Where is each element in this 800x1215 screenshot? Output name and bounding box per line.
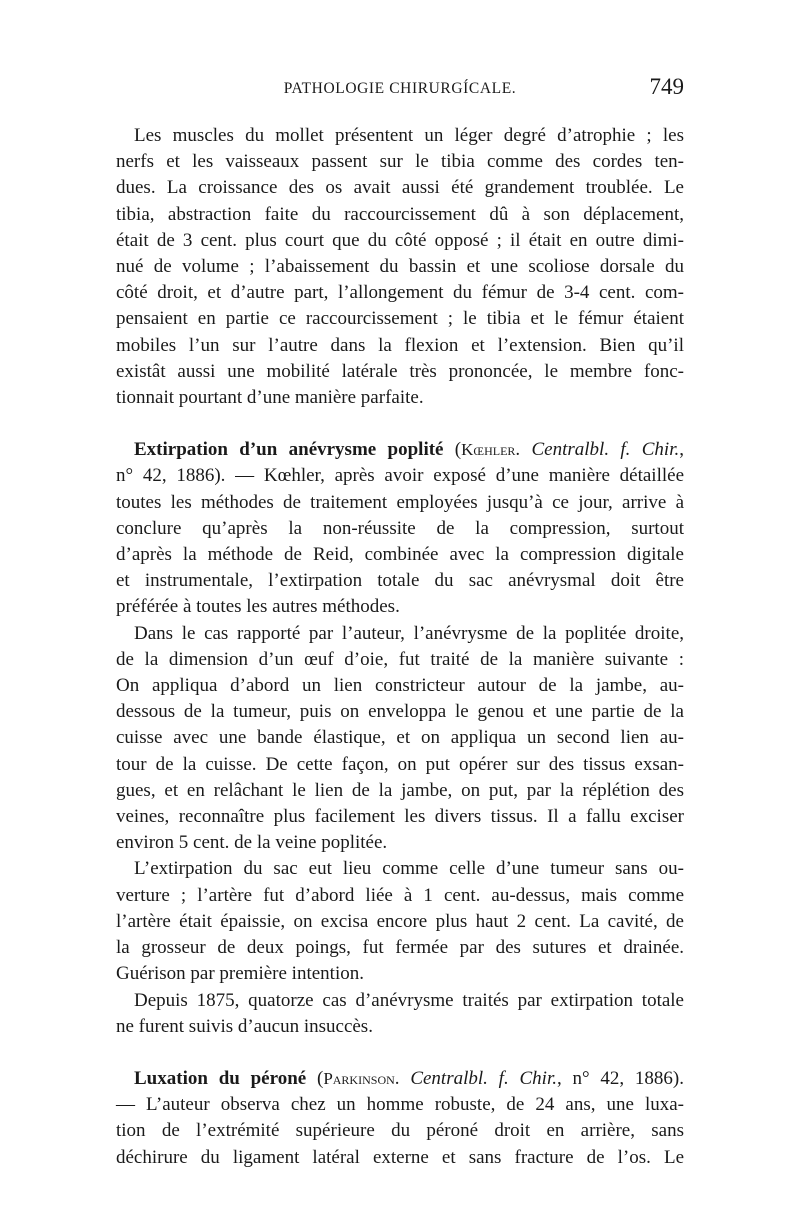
text-line: nerfs et les vaisseaux passent sur le tibia comme des cordes ten- (116, 151, 684, 173)
paragraph (116, 437, 684, 620)
text-line: et instrumentale, l’extirpation totale du sac anévrysmal doit être (116, 570, 684, 592)
text-line: Les muscles du mollet présentent un léger degré d’atrophie ; les (134, 125, 684, 146)
page-header (116, 68, 684, 102)
running-head: PATHOLOGIE CHIRURGÍCALE. (283, 80, 517, 97)
text-line: déchirure du ligament latéral externe et sans fracture de l’os. Le (116, 1146, 684, 1168)
text-line: Depuis 1875, quatorze cas d’anévrysme traités par extirpation totale (134, 989, 684, 1011)
paragraph (116, 123, 684, 411)
citation-author: Kœhler (461, 440, 516, 460)
text-line: — L’auteur observa chez un homme robuste, de 24 ans, une luxa- (116, 1094, 684, 1116)
text-line: mobiles l’un sur l’autre dans la flexion et l’extension. Bien qu’il (116, 334, 684, 356)
text-line: était de 3 cent. plus court que du côté opposé ; il était en outre dimi- (116, 229, 684, 251)
text-line: environ 5 cent. de la veine poplitée. (116, 832, 388, 854)
text-line: verture ; l’artère fut d’abord liée à 1 cent. au-dessus, mais comme (116, 884, 684, 906)
citation-punct: ( (443, 439, 462, 461)
citation-punct: . (394, 1067, 411, 1089)
text-line: veines, reconnaître plus facilement les divers tissus. Il a fallu exciser (116, 806, 684, 828)
text-line: existât aussi une mobilité latérale très prononcée, le membre fonc- (116, 360, 684, 382)
text-line: cuisse avec une bande élastique, et on appliqua un second lien au- (116, 727, 684, 749)
text-line: Guérison par première intention. (116, 963, 364, 985)
text-line: dessous de la tumeur, puis on enveloppa le genou et une partie de la (116, 701, 684, 723)
article-title: Extirpation d’un anévrysme poplité (134, 439, 444, 461)
text-line: L’extirpation du sac eut lieu comme celle d’une tumeur sans ou- (134, 858, 684, 880)
text-line: n° 42, 1886). — Kœhler, après avoir exposé d’une manière détaillée (116, 465, 684, 487)
text-line: dues. La croissance des os avait aussi été grandement troublée. Le (116, 177, 684, 199)
citation-punct: , (679, 439, 684, 461)
text-line: tion de l’extrémité supérieure du péroné droit en arrière, sans (116, 1120, 684, 1142)
text-line: On appliqua d’abord un lien constricteur autour de la jambe, au- (116, 675, 684, 697)
paragraph (116, 1066, 684, 1171)
paragraph (116, 621, 684, 857)
text-line: toutes les méthodes de traitement employées jusqu’à ce jour, arrive à (116, 491, 684, 513)
text-line: de la dimension d’un œuf d’oie, fut traité de la manière suivante : (116, 648, 684, 670)
paragraph (116, 988, 684, 1040)
page-number: 749 (649, 74, 684, 99)
text-line: nué de volume ; l’abaissement du bassin et une scoliose dorsale du (116, 256, 684, 278)
citation-punct: ( (306, 1067, 324, 1089)
text-line: gues, et en relâchant le lien de la jambe, on put, par la réplétion des (116, 779, 684, 801)
text-line: Dans le cas rapporté par l’auteur, l’anévrysme de la poplitée droite, (134, 622, 684, 644)
text-line: tour de la cuisse. De cette façon, on put opérer sur des tissus exsan- (116, 753, 684, 775)
text-line: ne furent suivis d’aucun insuccès. (116, 1015, 373, 1037)
body-text (116, 123, 684, 1171)
citation-punct: . (515, 439, 532, 461)
text-line: conclure qu’après la non-réussite de la compression, surtout (116, 517, 684, 539)
paragraph (116, 856, 684, 987)
text-line: l’artère était épaissie, on excisa encore plus haut 2 cent. La cavité, de (116, 910, 684, 932)
text-line: préférée à toutes les autres méthodes. (116, 596, 400, 618)
citation-punct: , n° 42, 1886). (556, 1067, 684, 1089)
text-line: pensaient en partie ce raccourcissement ; le tibia et le fémur étaient (116, 308, 684, 330)
article-heading-line (116, 437, 684, 463)
citation-author: Parkinson (323, 1068, 395, 1088)
citation-journal: Centralbl. f. Chir. (410, 1067, 557, 1089)
citation-journal: Centralbl. f. Chir. (531, 439, 680, 461)
text-line: la grosseur de deux poings, fut fermée par des sutures et drainée. (116, 937, 684, 959)
text-line: tionnait pourtant d’une manière parfaite. (116, 387, 424, 409)
text-line: côté droit, et d’autre part, l’allongement du fémur de 3-4 cent. com- (116, 282, 684, 304)
text-line: d’après la méthode de Reid, combinée avec la compression digitale (116, 544, 684, 566)
text-line: tibia, abstraction faite du raccourcissement dû à son déplacement, (116, 203, 684, 225)
article-title: Luxation du péroné (134, 1067, 307, 1089)
article-heading-line (116, 1066, 684, 1092)
